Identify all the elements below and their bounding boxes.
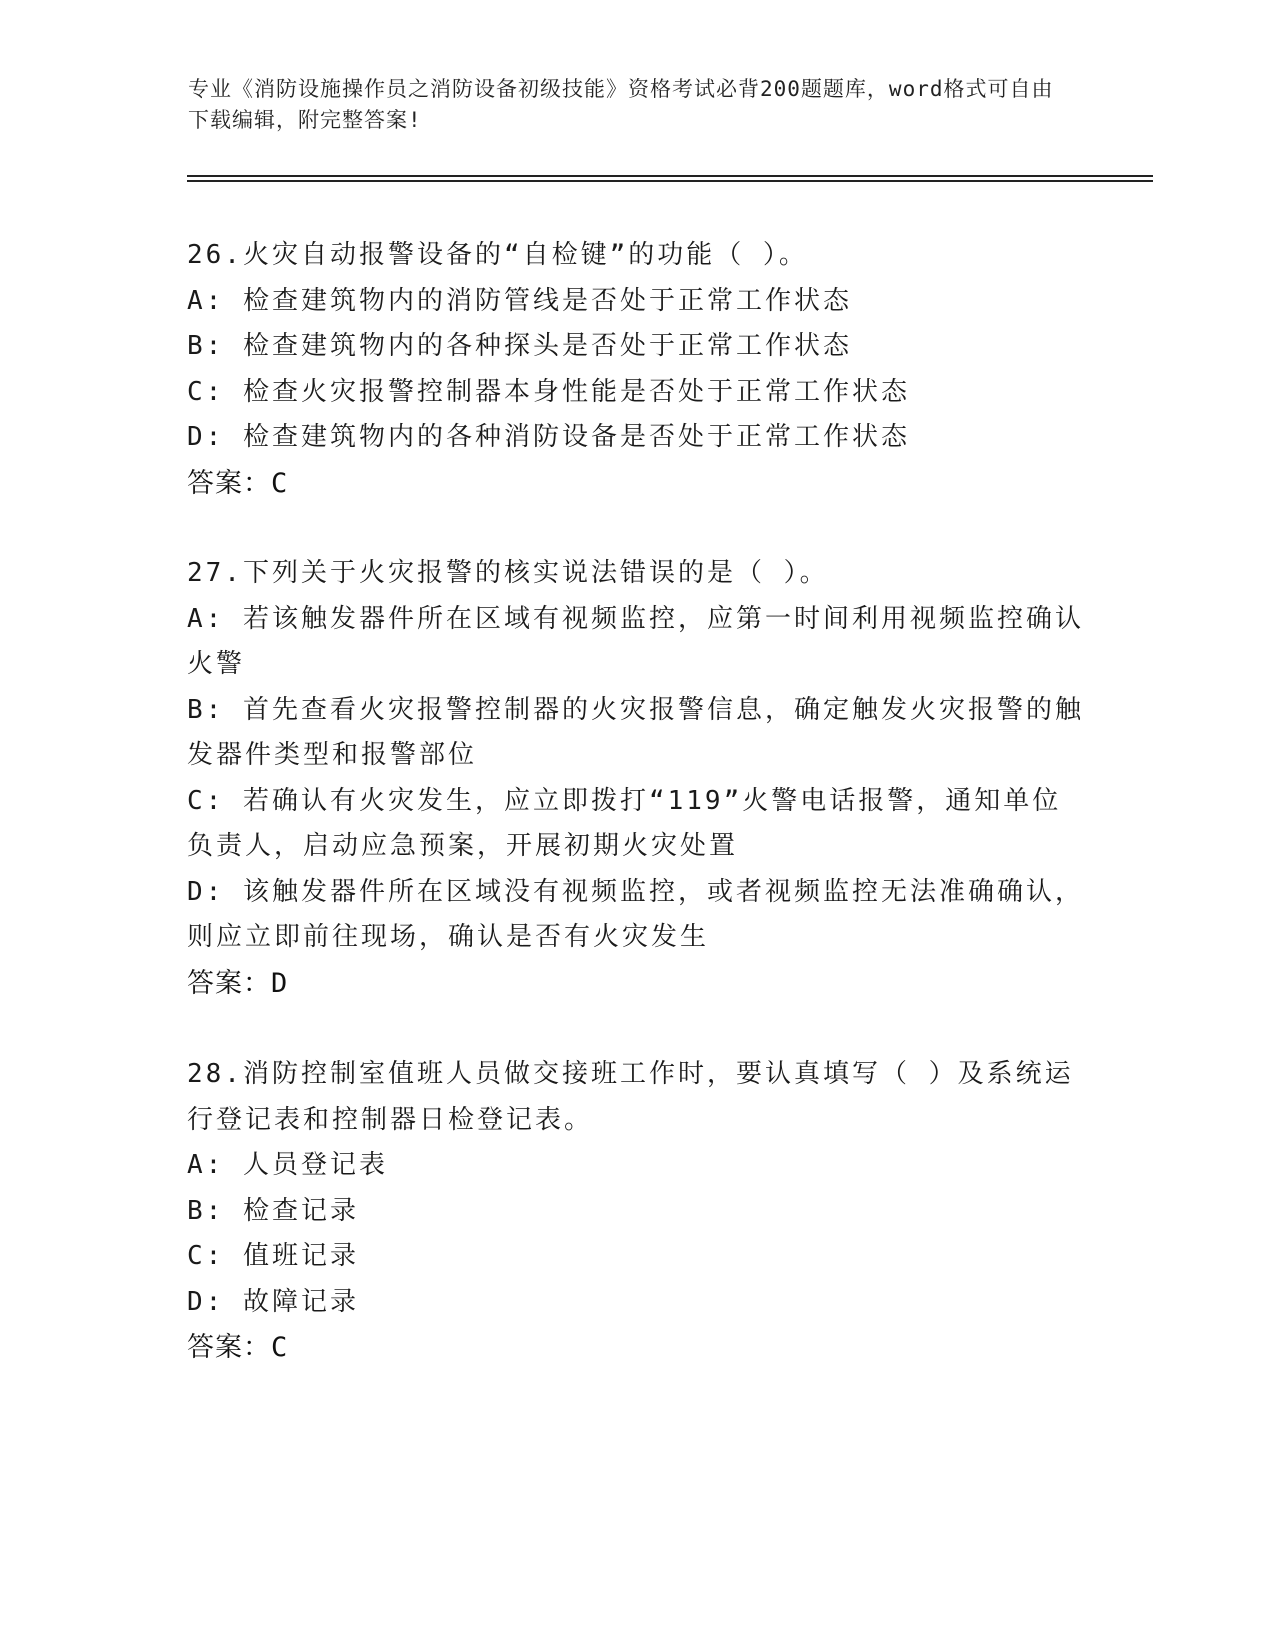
question-stem: 27.下列关于火灾报警的核实说法错误的是（ ）。 [187, 558, 829, 588]
question-26 [187, 233, 1087, 506]
question-stem: 26.火灾自动报警设备的“自检键”的功能（ ）。 [187, 240, 808, 270]
option-d: D: 该触发器件所在区域没有视频监控，或者视频监控无法准确确认，则应立即前往现场，确认是否有火灾发生 [187, 876, 1084, 952]
question-28 [187, 1052, 1087, 1371]
option-c: C: 若确认有火灾发生，应立即拨打“119”火警电话报警，通知单位负责人，启动应急预案，开展初期火灾处置 [187, 785, 1062, 861]
answer-value: C [271, 1332, 289, 1363]
option-a: A: 人员登记表 [187, 1150, 388, 1180]
answer-label: 答案： [187, 1332, 271, 1363]
answer [187, 961, 1087, 1007]
document-header: 专业《消防设施操作员之消防设备初级技能》资格考试必背200题题库，word格式可自由下载编辑，附完整答案! [188, 77, 1054, 132]
option-b: B: 首先查看火灾报警控制器的火灾报警信息，确定触发火灾报警的触发器件类型和报警部位 [187, 694, 1084, 770]
answer-label: 答案： [187, 467, 271, 499]
question-27 [187, 551, 1087, 1006]
option-a: A: 检查建筑物内的消防管线是否处于正常工作状态 [187, 285, 852, 316]
option-d: D: 检查建筑物内的各种消防设备是否处于正常工作状态 [187, 422, 910, 452]
option-a: A: 若该触发器件所在区域有视频监控，应第一时间利用视频监控确认火警 [187, 603, 1084, 679]
option-b: B: 检查建筑物内的各种探头是否处于正常工作状态 [187, 331, 852, 361]
answer-value: D [271, 967, 289, 999]
header-rule-top [187, 175, 1153, 177]
option-b: B: 检查记录 [187, 1195, 359, 1226]
answer [187, 1325, 1087, 1371]
answer-value: C [271, 467, 289, 499]
option-d: D: 故障记录 [187, 1286, 359, 1317]
option-c: C: 检查火灾报警控制器本身性能是否处于正常工作状态 [187, 376, 910, 407]
question-stem: 28.消防控制室值班人员做交接班工作时，要认真填写（ ）及系统运行登记表和控制器日检登记表。 [187, 1059, 1074, 1135]
header-rule-bottom [187, 180, 1153, 182]
answer [187, 461, 1087, 507]
option-c: C: 值班记录 [187, 1241, 359, 1271]
answer-label: 答案： [187, 967, 271, 999]
